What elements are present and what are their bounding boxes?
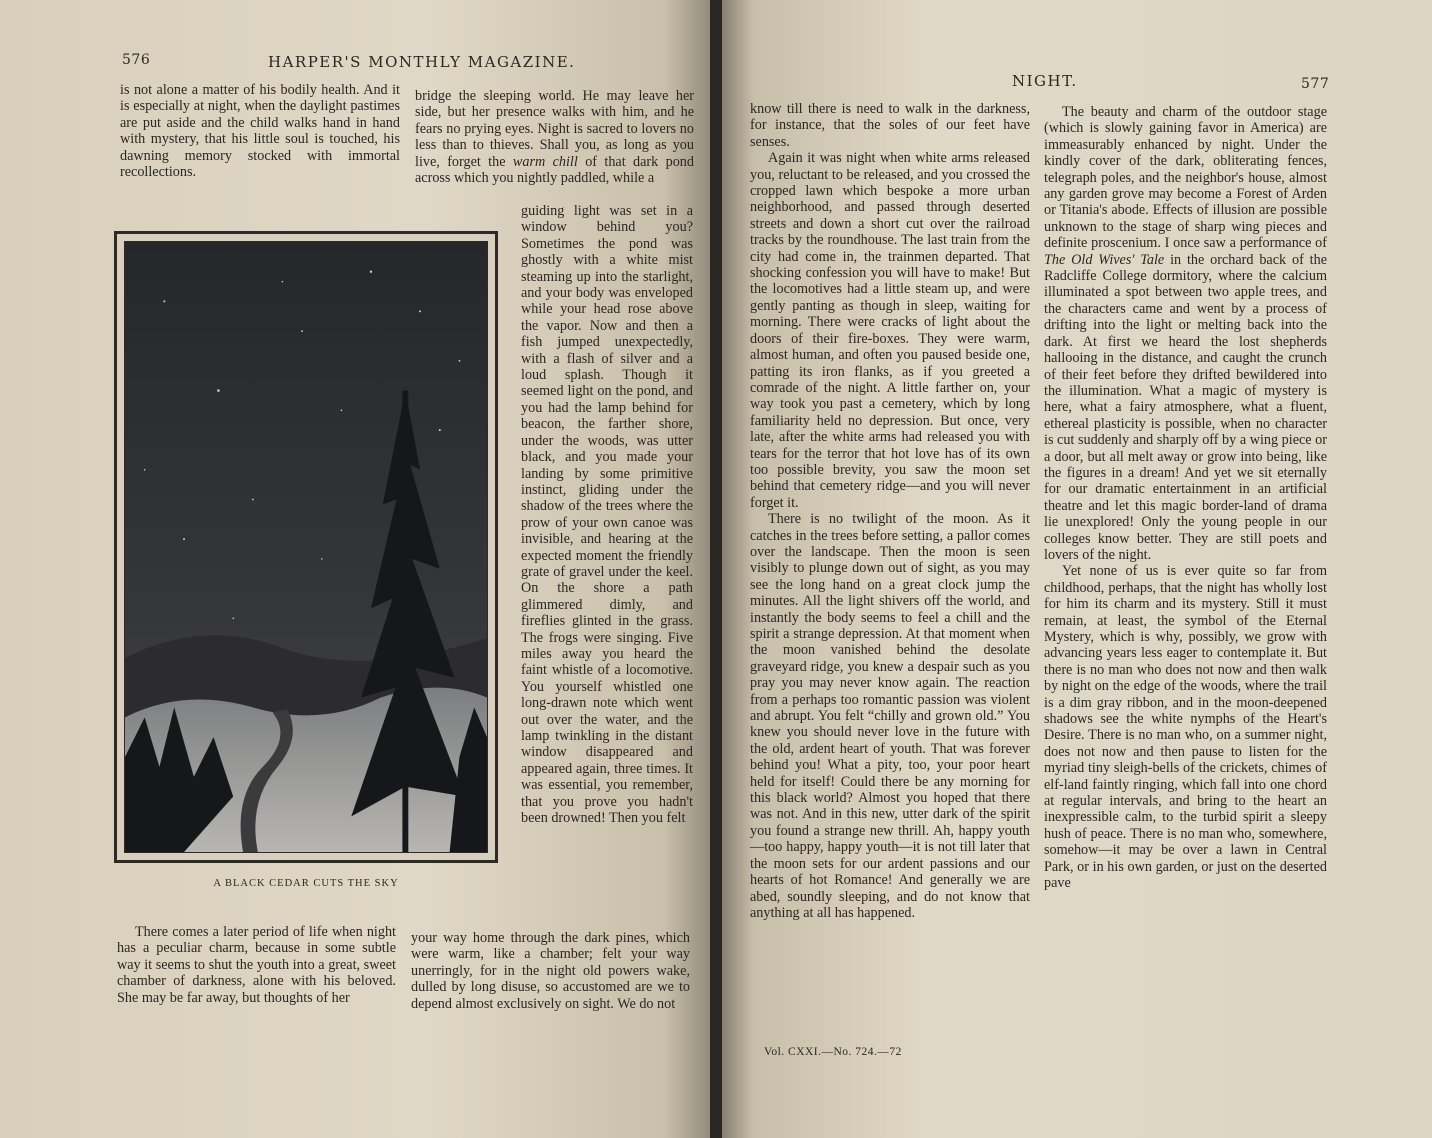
paragraph: [1044, 104, 1327, 563]
paragraph: [415, 88, 694, 186]
left-col1-bottom: [117, 924, 396, 1006]
night-illustration: [114, 231, 498, 863]
paragraph: Again it was night when white arms released you, reluctant to be released, and you crossed the cropped lawn which bespoke a more urban neighborhood, and passed through deserted streets and down a short cut over the railroad tracks by the roundhouse. The last train from the city had come in, the trainmen departed. That shocking confession you will have to make! But the locomotives had a little steam up, and were gently panting as though in sleep, waiting for morning. There were cracks of light about the doors of their fire-boxes. They were warm, almost human, and often you paused beside one, patting its iron flanks, as if you greeted a comrade of the night. A little farther on, your way took you past a cemetery, which by long familiarity held no depression. But once, very late, after the white arms had released you with tears for the terror that hot love has of its own too possible brevity, you saw the moon set behind that cemetery ridge—and you will never forget it.: [750, 150, 1030, 511]
right-page-number: 577: [1301, 76, 1330, 92]
italic-phrase: warm chill: [512, 153, 578, 170]
paragraph: guiding light was set in a window behind you? Sometimes the pond was ghostly with a white mist steaming up into the starlight, and your body was enveloped while your head rose above the vapor. Now and then a fish jumped unexpectedly, with a flash of silver and a loud splash. Though it seemed light on the pond, and you had the lamp behind for beacon, the farther shore, under the woods, was utter black, and you made your landing by some primitive instinct, gliding under the shadow of the trees where the prow of your own canoe was invisible, and hearing at the expected moment the friendly grate of gravel under the keel. On the shore a path glimmered dimly, and fireflies glinted in the grass. The frogs were singing. Five miles away you heard the faint whistle of a locomotive. You yourself whistled one long-drawn note which went out over the water, and the lamp twinkling in the distant window disappeared and appeared again, three times. It was essential, you remember, that you prove you hadn't been drowned! Then you felt: [521, 203, 693, 827]
volume-signature: Vol. CXXI.—No. 724.—72: [764, 1046, 902, 1058]
italic-title: The Old Wives' Tale: [1044, 251, 1165, 268]
right-col2: [1044, 104, 1327, 892]
right-running-head: NIGHT.: [1012, 72, 1078, 90]
night-landscape-picture: [125, 242, 487, 852]
illustration-image: [124, 241, 488, 853]
paragraph: your way home through the dark pines, which were warm, like a chamber; felt your way unerringly, for in the night old powers wake, dulled by long disuse, so accustomed are we to depend almost exclusively on sight. We do not: [411, 930, 690, 1012]
book-gutter: [710, 0, 722, 1138]
paragraph: There is no twilight of the moon. As it catches in the trees before setting, a pallor comes over the landscape. Then the moon is seen visibly to plunge down out of sight, as you may see the long hand on a great clock jump the minutes. All the light shivers off the world, and instantly the body seems to feel a chill and the spirit a strange depression. At that moment when the moon vanished behind the desolate graveyard ridge, you knew a despair such as you pray you may never know again. The reaction from a perhaps too romantic passion was violent and abrupt. You felt “chilly and grown old.” You knew you should never love in the future with the old, ardent heart of youth. That was forever behind you! What a pity, too, your poor heart held for itself! Could there be any morning for this black world? Almost you hoped that there was not. And in this new, utter dark of the spirit you found a strange new thrill. Ah, happy youth—too happy, happy youth—it is not till later that the moon sets for our ardent passions and our hearts of hot Romance! And generally we are abed, soundly sleeping, and do not know that anything at all has happened.: [750, 511, 1030, 921]
text-run: bridge the sleeping world. He may leave her side, but her presence walks with him, and he fears no prying eyes. Night is sacred to lovers no less than to thieves. Shall you, as long as you live, forget the: [415, 88, 694, 170]
paragraph: know till there is need to walk in the darkness, for instance, that the soles of our feet have senses.: [750, 101, 1030, 150]
text-run: of that dark pond across which you nightly paddled, while a: [415, 153, 694, 187]
left-col2-side: [521, 203, 693, 826]
right-col1: [750, 101, 1030, 921]
left-col1-top: [120, 82, 400, 180]
paragraph: Yet none of us is ever quite so far from childhood, perhaps, that the night has wholly lost for him its charm and its mystery. Still it must remain, at least, the symbol of the Eternal Mystery, which is why, possibly, we grow with advancing years less eager to contemplate it. But there is no man who does not now and then walk by night on the edge of the woods, where the trail is a dim gray ribbon, and in the moon-deepened shadows see the white nymphs of the Heart's Desire. There is no man who, on a summer night, does not now and then pause to listen for the myriad tiny sleigh-bells of the crickets, chimes of elf-land faintly ringing, which fall into one chord at regular intervals, and bring to the heart an inexpressible calm, to the turbid spirit a sleepy hush of peace. There is no man who, somewhere, somehow—it may be over a lawn in Central Park, or in his own garden, or just on the deserted pave: [1044, 563, 1327, 892]
left-running-head: HARPER'S MONTHLY MAGAZINE.: [268, 53, 576, 71]
text-run: The beauty and charm of the outdoor stage (which is slowly gaining favor in America) are immeasurably enhanced by night. Under the kindly cover of the dark, obliterating fences, telegraph poles, and the neighbor's house, almost any garden grove may become a Forest of Arden or Titania's abode. Effects of illusion are possible unknown to the stage of sharp wing pieces and definite proscenium. I once saw a performance of: [1044, 104, 1327, 252]
left-page-number: 576: [122, 52, 151, 68]
figure-caption: A BLACK CEDAR CUTS THE SKY: [213, 878, 399, 889]
left-col2-bottom: [411, 930, 690, 1012]
left-col2-top: [415, 88, 694, 186]
paragraph: There comes a later period of life when night has a peculiar charm, because in some subtle way it seems to shut the youth into a great, sweet chamber of darkness, alone with his beloved. She may be far away, but thoughts of her: [117, 924, 396, 1006]
text-run: in the orchard back of the Radcliffe College dormitory, where the calcium illuminated a spot between two apple trees, and the characters came and went by a process of drifting into the light or melting back into the dark. At first we heard the lost shepherds hallooing in the distance, and caught the crunch of their feet before they drifted bewildered into the illumination. What a magic of mystery is here, what a fairy atmosphere, what a fluent, ethereal plasticity is possible, when no character is cut suddenly and sharply off by a wing piece or a door, but all melt away or grow into being, like the figures in a dream! And yet we sit eternally for our dramatic entertainment in an artificial theatre and let this magic border-land of drama lie unexplored! Only the young people in our colleges know better. They are still poets and lovers of the night.: [1044, 251, 1327, 563]
paragraph: is not alone a matter of his bodily health. And it is especially at night, when the daylight pastimes are put aside and the child walks hand in hand with mystery, that his little soul is touched, his dawning memory stocked with immortal recollections.: [120, 82, 400, 181]
